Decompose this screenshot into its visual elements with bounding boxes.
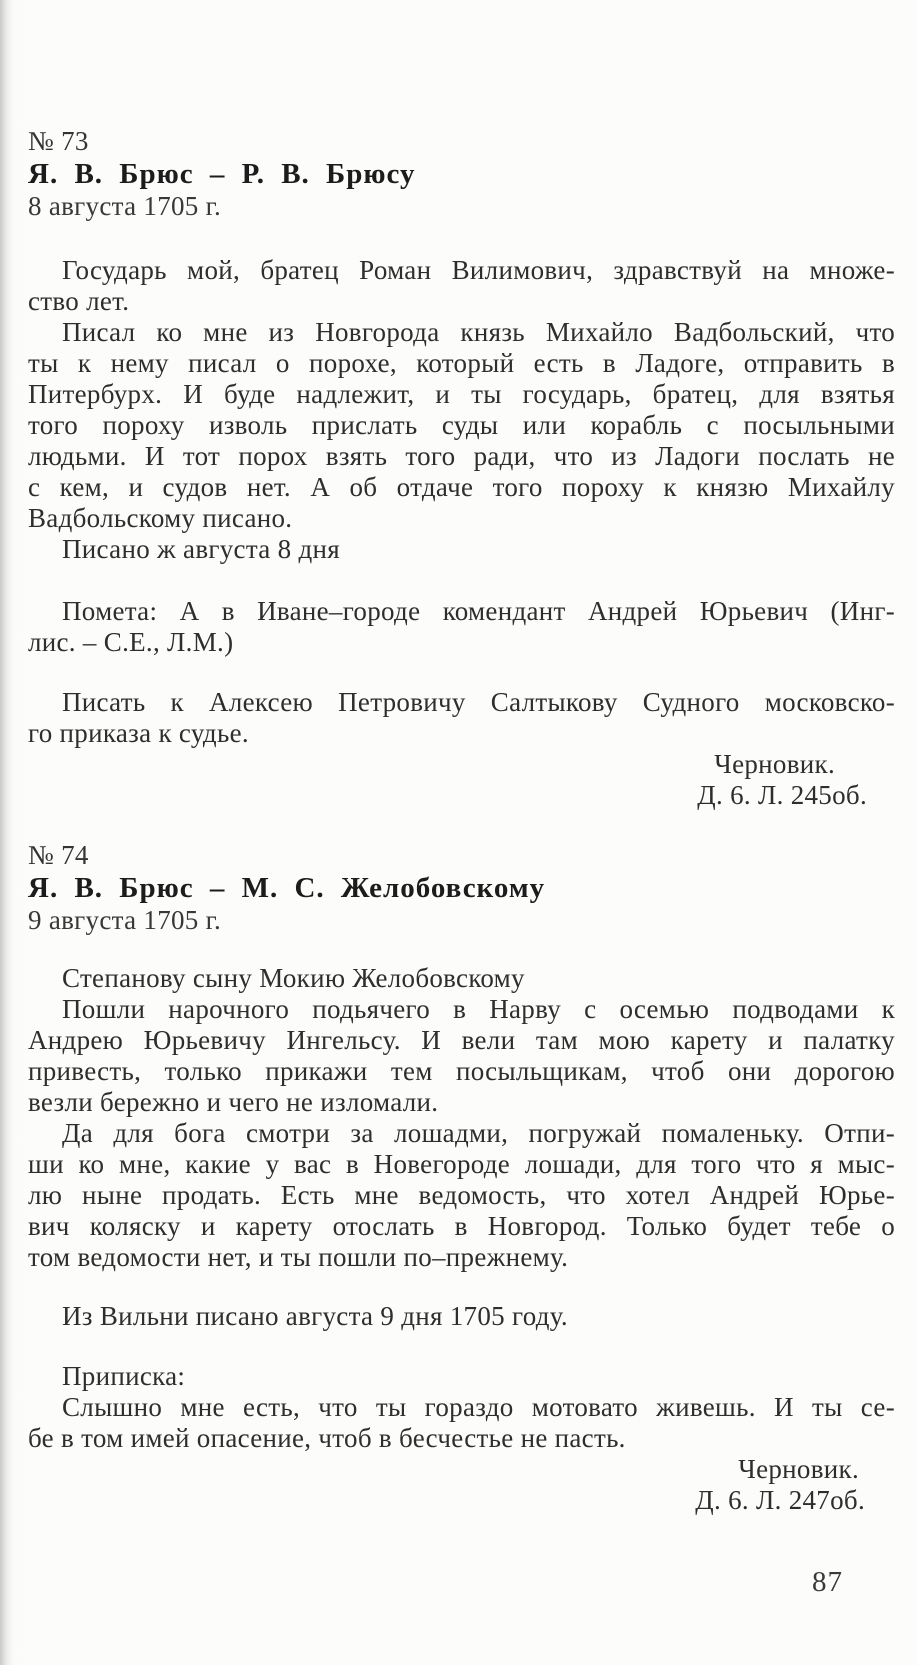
text-line: лис. – С.Е., Л.М.) [28,627,234,657]
letter-date: 8 августа 1705 г. [28,191,222,221]
text-line: привесть, только прикажи тем посыльщикам, чтоб они дорогою [28,1056,895,1086]
text-line: того пороху изволь прислать суды или корабль с посыльными [28,410,895,440]
text-line: ты к нему писал о порохе, который есть в Ладоге, отправить в [28,348,895,378]
archive-reference: Д. 6. Л. 245об. [697,780,867,810]
text-line: Писал ко мне из Новгорода князь Михайло Вадбольский, что [62,317,895,347]
text-line: том ведомости нет, и ты пошли по–прежнему. [28,1242,569,1272]
letter-74-dateline [28,1301,895,1332]
letter-73-signature [28,749,895,811]
archive-reference: Д. 6. Л. 247об. [695,1485,865,1515]
letter-73 [28,126,895,811]
text-line: Писать к Алексею Петровичу Салтыкову Судного московско- [62,687,895,717]
text-line: Государь мой, братец Роман Вилимович, здравствуй на множе- [62,255,895,285]
letter-74-body [28,963,895,1273]
letter-title: Я. В. Брюс – М. С. Желобовскому [28,872,546,904]
text-line: Помета: А в Иване–городе комендант Андрей Юрьевич (Инг- [62,596,895,626]
text-line: Вадбольскому писано. [28,503,293,533]
text-line: бе в том имей опасение, чтоб в бесчестье не пасть. [28,1423,626,1453]
text-line: людьми. И тот порох взять того ради, что из Ладоги послать не [28,441,895,471]
text-line: Питербурх. И буде надлежит, и ты государь, братец, для взятья [28,379,895,409]
text-line: Писано ж августа 8 дня [62,534,340,564]
text-line: Приписка: [62,1361,186,1391]
text-line: ство лет. [28,286,130,316]
text-line: Слышно мне есть, что ты гораздо мотовато живешь. И ты се- [62,1392,895,1422]
text-line: Из Вильни писано августа 9 дня 1705 году. [62,1301,568,1331]
letter-date: 9 августа 1705 г. [28,905,222,935]
text-line: лю ныне продать. Есть мне ведомость, что хотел Андрей Юрье- [28,1180,895,1210]
letter-73-instruction [28,687,895,749]
text-line: Андрею Юрьевичу Ингельсу. И вели там мою карету и палатку [28,1025,895,1055]
letter-number: № 73 [28,126,89,156]
letter-73-header [28,126,895,222]
text-line: Степанову сыну Мокию Желобовскому [62,963,525,993]
letter-73-note [28,596,895,658]
text-line: Да для бога смотри за лошадми, погружай помаленьку. Отпи- [62,1118,895,1148]
text-line: ши ко мне, какие у вас в Новегороде лошади, для того что я мыс- [28,1149,895,1179]
letter-74 [28,840,895,1516]
letter-74-header [28,840,895,936]
text-line: вич коляску и карету отослать в Новгород. Только будет тебе о [28,1211,895,1241]
text-line: с кем, и судов нет. А об отдаче того пороху к князю Михайлу [28,472,895,502]
page-number: 87 [812,1566,843,1598]
text-line: го приказа к судье. [28,718,249,748]
text-line: Пошли нарочного подьячего в Нарву с осемью подводами к [62,994,895,1024]
letter-74-postscript [28,1361,895,1454]
page-content [0,126,918,1516]
letter-number: № 74 [28,840,89,870]
letter-74-signature [28,1454,895,1516]
letter-73-body [28,255,895,565]
draft-label: Черновик. [714,749,835,779]
draft-label: Черновик. [738,1454,859,1484]
letter-title: Я. В. Брюс – Р. В. Брюсу [28,158,416,190]
text-line: везли бережно и чего не изломали. [28,1087,439,1117]
